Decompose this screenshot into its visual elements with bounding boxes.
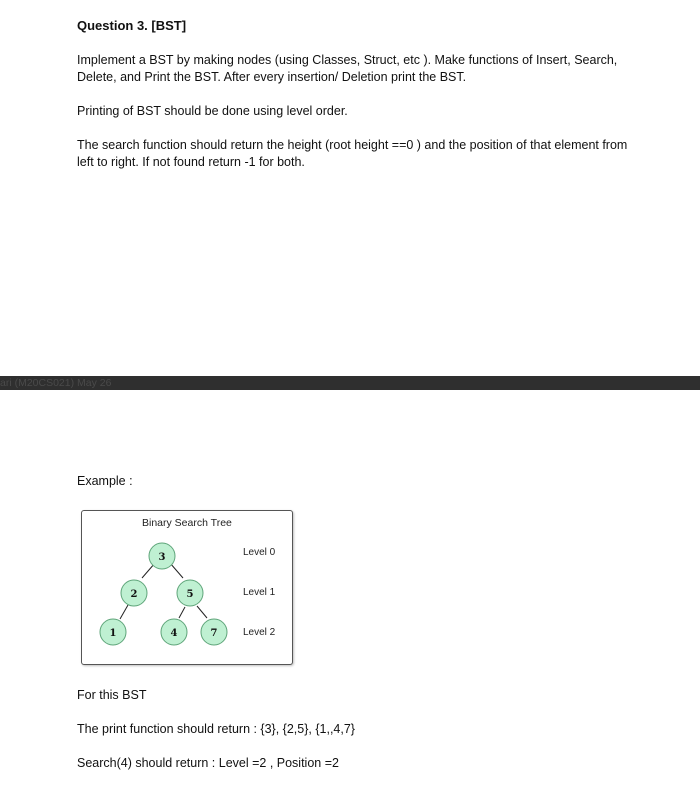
node-7 [201, 619, 227, 645]
node-5 [177, 580, 203, 606]
bst-figure [81, 510, 293, 665]
divider-author-label: ari (M20CS021) May 26 [0, 377, 112, 389]
figure-title: Binary Search Tree [142, 517, 232, 529]
node-2 [121, 580, 147, 606]
node-1-label: 1 [109, 628, 117, 639]
node-4 [161, 619, 187, 645]
node-2-label: 2 [130, 589, 138, 600]
level-2-label: Level 2 [243, 627, 276, 638]
bottom-line-3: Search(4) should return : Level =2 , Position =2 [77, 756, 339, 770]
example-label: Example : [77, 474, 133, 488]
node-7-label: 7 [210, 628, 218, 639]
question-paragraph-2: Printing of BST should be done using level order. [77, 104, 348, 118]
bottom-line-2: The print function should return : {3}, {2,5}, {1,,4,7} [77, 722, 355, 736]
node-3-label: 3 [158, 552, 166, 563]
comment-divider-bar [0, 376, 700, 390]
bst-diagram [82, 511, 292, 664]
node-4-label: 4 [170, 628, 178, 639]
question-paragraph-1: Implement a BST by making nodes (using Classes, Struct, etc ). Make functions of Insert, Search, Delete, and Print the BST. After every insertion/ Deletion print the BST. [77, 53, 618, 84]
question-title: Question 3. [BST] [77, 18, 187, 33]
edge-5-4 [179, 607, 185, 618]
edge-2-1 [120, 605, 128, 619]
edge-3-5 [170, 563, 183, 578]
node-1 [100, 619, 126, 645]
node-3 [149, 543, 175, 569]
level-1-label: Level 1 [243, 587, 276, 598]
node-5-label: 5 [186, 589, 194, 600]
question-paragraph-3: The search function should return the height (root height ==0 ) and the position of that element from left to right. If not found return -1 for both. [77, 138, 628, 169]
edge-5-7 [197, 606, 207, 618]
level-0-label: Level 0 [243, 547, 276, 558]
bottom-line-1: For this BST [77, 688, 147, 702]
